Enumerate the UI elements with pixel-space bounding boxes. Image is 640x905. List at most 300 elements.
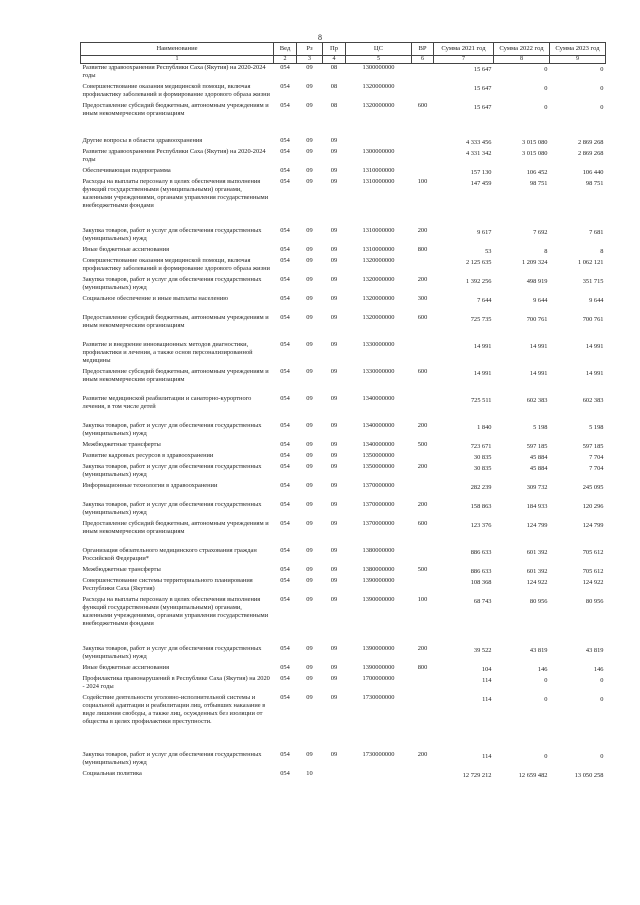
row-sum-2022: 0 [544, 752, 548, 760]
row-ved: 054 [280, 576, 290, 584]
row-sum-2021: 4 333 456 [465, 138, 492, 146]
row-sum-2023: 700 761 [582, 315, 604, 323]
header-row [81, 43, 606, 56]
row-sum-2022: 597 185 [526, 442, 548, 450]
row-rz: 09 [306, 750, 313, 758]
row-pr: 09 [330, 313, 338, 321]
row-cs: 1730000000 [362, 693, 395, 701]
row-ved: 054 [280, 136, 290, 144]
row-sum-2023: 2 869 268 [577, 138, 604, 146]
row-sum-2023: 14 991 [585, 369, 604, 377]
row-pr: 09 [330, 693, 338, 701]
row-ved: 054 [280, 394, 290, 402]
row-sum-2023: 124 922 [582, 578, 604, 586]
row-name: Расходы на выплаты персоналу в целях обеспечения выполнения функций государственными (муниципальными) органами, казенными учреждениями, органами управления государственными внебюджетными фондами [82, 177, 269, 209]
row-ved: 054 [280, 147, 290, 155]
row-ved: 054 [280, 595, 290, 603]
column-number: 6 [412, 55, 434, 63]
row-cs: 1330000000 [362, 340, 395, 348]
table-row [81, 167, 606, 178]
row-sum-2022: 106 452 [526, 168, 548, 176]
table-row [81, 547, 606, 566]
row-pr: 09 [330, 440, 338, 448]
row-pr [323, 770, 346, 781]
row-sum-2023: 7 681 [589, 228, 604, 236]
row-sum-2022: 45 884 [529, 464, 548, 472]
row-rz: 09 [306, 595, 313, 603]
row-sum-2021: 886 633 [470, 567, 492, 575]
row-cs: 1310000000 [362, 166, 395, 174]
row-pr: 09 [330, 367, 338, 375]
table-row [81, 566, 606, 577]
row-sum-2021: 15 647 [473, 65, 492, 73]
row-name: Предоставление субсидий бюджетным, автономным учреждениям и иным некоммерческим организациям [82, 313, 269, 329]
row-sum-2021: 39 522 [473, 646, 492, 654]
header-rz: Рз [297, 43, 323, 56]
header-pr: Пр [323, 43, 346, 56]
row-ved: 054 [280, 451, 290, 459]
row-rz: 09 [306, 294, 313, 302]
row-rz: 09 [306, 674, 313, 682]
row-sum-2023: 8 [600, 247, 604, 255]
row-ved: 054 [280, 644, 290, 652]
row-sum-2021: 147 459 [470, 179, 492, 187]
column-number: 8 [494, 55, 550, 63]
header-sum-2022: Сумма 2022 год [494, 43, 550, 56]
row-sum-2023: 0 [600, 65, 604, 73]
row-ved: 054 [280, 63, 290, 71]
row-sum-2023: 245 095 [582, 483, 604, 491]
row-sum-2021: 14 991 [473, 342, 492, 350]
row-rz: 09 [306, 519, 313, 527]
row-name: Развитие медицинской реабилитации и санаторно-курортного лечения, в том числе детей [82, 394, 252, 410]
row-pr: 09 [330, 340, 338, 348]
table-body [81, 63, 606, 781]
row-sum-2022: 700 761 [526, 315, 548, 323]
row-sum-2023: 7 704 [589, 453, 604, 461]
row-name: Развитие здравоохранения Республики Саха (Якутия) на 2020-2024 годы [82, 63, 266, 79]
row-ved: 054 [280, 663, 290, 671]
table-row [81, 395, 606, 422]
row-vr [412, 137, 434, 148]
row-vr: 200 [417, 226, 428, 234]
row-pr: 09 [330, 500, 338, 508]
row-vr: 200 [417, 275, 428, 283]
row-ved: 054 [280, 245, 290, 253]
row-cs: 1300000000 [362, 63, 395, 71]
row-cs: 1380000000 [362, 546, 395, 554]
header-name: Наименование [81, 43, 274, 56]
row-sum-2022: 8 [544, 247, 548, 255]
table-row [81, 137, 606, 148]
row-vr: 600 [417, 313, 428, 321]
row-sum-2022: 9 644 [533, 296, 548, 304]
row-vr [412, 675, 434, 694]
row-pr: 09 [330, 750, 338, 758]
row-sum-2021: 886 633 [470, 548, 492, 556]
column-number: 7 [434, 55, 494, 63]
row-sum-2023: 705 612 [582, 567, 604, 575]
row-name: Предоставление субсидий бюджетным, автономным учреждениям и иным некоммерческим организациям [82, 101, 269, 117]
row-name: Социальное обеспечение и иные выплаты населению [82, 294, 229, 302]
row-vr [412, 770, 434, 781]
row-sum-2022: 14 991 [529, 342, 548, 350]
row-cs: 1700000000 [362, 674, 395, 682]
row-sum-2021: 68 743 [473, 597, 492, 605]
table-row [81, 501, 606, 520]
row-sum-2023: 1 062 121 [577, 258, 604, 266]
row-name: Профилактика правонарушений в Республике Саха (Якутия) на 2020 - 2024 годы [82, 674, 270, 690]
row-ved: 054 [280, 481, 290, 489]
row-ved: 054 [280, 769, 290, 777]
row-name: Межбюджетные трансферты [82, 440, 161, 448]
row-sum-2023: 0 [600, 84, 604, 92]
row-rz: 09 [306, 500, 313, 508]
row-ved: 054 [280, 275, 290, 283]
row-pr: 09 [330, 519, 338, 527]
row-cs: 1390000000 [362, 644, 395, 652]
row-ved: 054 [280, 519, 290, 527]
row-vr [412, 148, 434, 167]
row-cs: 1380000000 [362, 565, 395, 573]
row-sum-2023: 98 751 [585, 179, 604, 187]
row-sum-2021: 158 863 [470, 502, 492, 510]
table-row [81, 694, 606, 751]
row-pr: 08 [330, 101, 338, 109]
row-cs: 1310000000 [362, 245, 395, 253]
row-pr: 09 [330, 546, 338, 554]
row-sum-2023: 13 050 258 [574, 771, 604, 779]
row-rz: 09 [306, 367, 313, 375]
row-sum-2021: 725 735 [470, 315, 492, 323]
table-row [81, 178, 606, 227]
row-ved: 054 [280, 500, 290, 508]
row-vr [412, 63, 434, 83]
row-sum-2022: 12 659 482 [518, 771, 548, 779]
row-cs: 1370000000 [362, 500, 395, 508]
row-rz: 09 [306, 440, 313, 448]
row-name: Обеспечивающая подпрограмма [82, 166, 171, 174]
table-row [81, 452, 606, 463]
row-ved: 054 [280, 750, 290, 758]
row-rz: 09 [306, 82, 313, 90]
table-row [81, 276, 606, 295]
row-vr: 500 [417, 440, 428, 448]
row-vr: 800 [417, 245, 428, 253]
row-sum-2021: 7 644 [477, 296, 492, 304]
header-ved: Вед [274, 43, 297, 56]
row-pr: 09 [330, 674, 338, 682]
row-sum-2023: 9 644 [589, 296, 604, 304]
column-number-row [81, 55, 606, 63]
row-sum-2022: 5 198 [533, 423, 548, 431]
row-vr [412, 83, 434, 102]
row-ved: 054 [280, 367, 290, 375]
row-rz: 09 [306, 693, 313, 701]
table-row [81, 770, 606, 781]
row-sum-2022: 124 799 [526, 521, 548, 529]
row-pr: 09 [330, 565, 338, 573]
row-rz: 09 [306, 565, 313, 573]
row-pr: 09 [330, 481, 338, 489]
row-rz: 09 [306, 313, 313, 321]
row-pr: 09 [330, 421, 338, 429]
row-rz: 09 [306, 644, 313, 652]
row-sum-2021: 282 239 [470, 483, 492, 491]
row-vr: 200 [417, 750, 428, 758]
row-cs: 1320000000 [362, 101, 395, 109]
row-name: Закупка товаров, работ и услуг для обеспечения государственных (муниципальных) нужд [82, 500, 262, 516]
row-rz: 09 [306, 421, 313, 429]
row-pr: 09 [330, 644, 338, 652]
row-sum-2022: 124 922 [526, 578, 548, 586]
row-sum-2023: 0 [600, 752, 604, 760]
row-sum-2023: 602 383 [582, 396, 604, 404]
row-sum-2023: 0 [600, 676, 604, 684]
row-vr [412, 395, 434, 422]
row-rz: 09 [306, 226, 313, 234]
row-cs: 1310000000 [362, 177, 395, 185]
row-rz: 10 [306, 769, 313, 777]
table-row [81, 148, 606, 167]
table-row [81, 645, 606, 664]
row-vr: 600 [417, 519, 428, 527]
row-name: Совершенствование системы территориального планирования Республики Саха (Якутия) [82, 576, 253, 592]
row-sum-2022: 3 015 080 [521, 138, 548, 146]
row-sum-2022: 602 383 [526, 396, 548, 404]
row-ved: 054 [280, 226, 290, 234]
column-number: 2 [274, 55, 297, 63]
row-cs: 1320000000 [362, 294, 395, 302]
row-sum-2021: 30 835 [473, 453, 492, 461]
header-sum-2023: Сумма 2023 год [550, 43, 606, 56]
row-sum-2021: 12 729 212 [462, 771, 492, 779]
row-rz: 09 [306, 462, 313, 470]
row-vr [412, 577, 434, 596]
table-row [81, 463, 606, 482]
row-cs: 1730000000 [362, 750, 395, 758]
row-sum-2021: 1 840 [477, 423, 492, 431]
row-pr: 09 [330, 394, 338, 402]
row-rz: 09 [306, 663, 313, 671]
row-sum-2023: 7 704 [589, 464, 604, 472]
row-ved: 054 [280, 565, 290, 573]
row-pr: 09 [330, 256, 338, 264]
row-ved: 054 [280, 440, 290, 448]
row-sum-2023: 705 612 [582, 548, 604, 556]
row-rz: 09 [306, 166, 313, 174]
row-vr [412, 482, 434, 501]
row-vr [412, 452, 434, 463]
budget-table [80, 42, 606, 781]
row-ved: 054 [280, 693, 290, 701]
row-cs: 1390000000 [362, 595, 395, 603]
row-cs [346, 770, 412, 781]
table-row [81, 246, 606, 257]
row-pr: 09 [330, 275, 338, 283]
table-row [81, 314, 606, 341]
row-sum-2023: 5 198 [589, 423, 604, 431]
row-sum-2023: 597 185 [582, 442, 604, 450]
table-row [81, 227, 606, 246]
row-vr: 200 [417, 500, 428, 508]
row-name: Социальная политика [82, 769, 142, 777]
row-ved: 054 [280, 82, 290, 90]
row-rz: 09 [306, 63, 313, 71]
row-sum-2021: 108 368 [470, 578, 492, 586]
row-name: Предоставление субсидий бюджетным, автономным учреждениям и иным некоммерческим организациям [82, 519, 269, 535]
row-cs: 1300000000 [362, 147, 395, 155]
row-rz: 09 [306, 136, 313, 144]
row-name: Развитие здравоохранения Республики Саха (Якутия) на 2020-2024 годы [82, 147, 266, 163]
table-row [81, 577, 606, 596]
row-cs: 1340000000 [362, 421, 395, 429]
row-sum-2023: 146 [593, 665, 604, 673]
row-name: Развитие и внедрение инновационных методов диагностики, профилактики и лечения, а также основ персонализированной медицины [82, 340, 253, 364]
row-cs: 1390000000 [362, 576, 395, 584]
row-rz: 09 [306, 275, 313, 283]
row-sum-2021: 123 376 [470, 521, 492, 529]
row-sum-2021: 723 671 [470, 442, 492, 450]
table-row [81, 664, 606, 675]
row-name: Организация обязательного медицинского страхования граждан Российской Федерации* [82, 546, 257, 562]
row-vr [412, 341, 434, 368]
row-name: Межбюджетные трансферты [82, 565, 161, 573]
row-vr: 200 [417, 421, 428, 429]
row-sum-2022: 7 692 [533, 228, 548, 236]
row-vr [412, 257, 434, 276]
row-vr: 200 [417, 644, 428, 652]
row-sum-2021: 4 331 342 [465, 149, 492, 157]
row-rz: 09 [306, 546, 313, 554]
row-sum-2023: 106 440 [582, 168, 604, 176]
row-pr: 09 [330, 177, 338, 185]
row-sum-2022: 45 884 [529, 453, 548, 461]
row-sum-2022: 1 209 324 [521, 258, 548, 266]
row-cs: 1370000000 [362, 519, 395, 527]
row-sum-2022: 146 [537, 665, 548, 673]
row-vr: 800 [417, 663, 428, 671]
header-sum-2021: Сумма 2021 год [434, 43, 494, 56]
row-sum-2022: 80 956 [529, 597, 548, 605]
row-pr: 09 [330, 462, 338, 470]
table-row [81, 257, 606, 276]
row-pr: 09 [330, 147, 338, 155]
row-ved: 054 [280, 462, 290, 470]
row-cs: 1320000000 [362, 275, 395, 283]
row-rz: 09 [306, 340, 313, 348]
row-vr: 100 [417, 595, 428, 603]
table-row [81, 675, 606, 694]
row-vr: 500 [417, 565, 428, 573]
row-sum-2021: 14 991 [473, 369, 492, 377]
row-sum-2022: 0 [544, 84, 548, 92]
row-name: Иные бюджетные ассигнования [82, 663, 170, 671]
row-name: Развитие кадровых ресурсов в здравоохранении [82, 451, 214, 459]
row-name: Закупка товаров, работ и услуг для обеспечения государственных (муниципальных) нужд [82, 750, 262, 766]
row-rz: 09 [306, 147, 313, 155]
row-cs: 1330000000 [362, 367, 395, 375]
row-sum-2022: 3 015 080 [521, 149, 548, 157]
row-name: Закупка товаров, работ и услуг для обеспечения государственных (муниципальных) нужд [82, 226, 262, 242]
row-sum-2022: 601 392 [526, 567, 548, 575]
row-cs: 1390000000 [362, 663, 395, 671]
row-cs: 1310000000 [362, 226, 395, 234]
row-sum-2023: 43 819 [585, 646, 604, 654]
row-sum-2021: 2 125 635 [465, 258, 492, 266]
row-vr [412, 694, 434, 751]
row-sum-2022: 0 [544, 103, 548, 111]
header-vr: ВР [412, 43, 434, 56]
row-name: Закупка товаров, работ и услуг для обеспечения государственных (муниципальных) нужд [82, 644, 262, 660]
row-ved: 054 [280, 177, 290, 185]
row-pr: 08 [330, 63, 338, 71]
row-ved: 054 [280, 340, 290, 348]
column-number: 5 [346, 55, 412, 63]
row-sum-2021: 114 [482, 752, 492, 760]
row-sum-2022: 98 751 [529, 179, 548, 187]
row-pr: 09 [330, 294, 338, 302]
row-cs: 1320000000 [362, 313, 395, 321]
row-cs: 1340000000 [362, 394, 395, 402]
row-sum-2021: 15 647 [473, 84, 492, 92]
row-name: Информационные технологии в здравоохранении [82, 481, 218, 489]
table-row [81, 482, 606, 501]
row-vr: 600 [417, 367, 428, 375]
row-name: Расходы на выплаты персоналу в целях обеспечения выполнения функций государственными (муниципальными) органами, казенными учреждениями, органами управления государственными внебюджетными фондами [82, 595, 269, 627]
row-vr: 100 [417, 177, 428, 185]
row-vr: 600 [417, 101, 428, 109]
table-row [81, 596, 606, 645]
column-number: 3 [297, 55, 323, 63]
row-pr: 08 [330, 82, 338, 90]
row-sum-2022: 601 392 [526, 548, 548, 556]
table-row [81, 63, 606, 83]
row-sum-2022: 0 [544, 695, 548, 703]
row-name: Закупка товаров, работ и услуг для обеспечения государственных (муниципальных) нужд [82, 462, 262, 478]
row-sum-2023: 124 799 [582, 521, 604, 529]
row-sum-2021: 725 511 [470, 396, 492, 404]
row-ved: 054 [280, 256, 290, 264]
row-name: Иные бюджетные ассигнования [82, 245, 170, 253]
row-sum-2023: 351 715 [582, 277, 604, 285]
table-row [81, 520, 606, 547]
table-row [81, 751, 606, 770]
row-sum-2022: 14 991 [529, 369, 548, 377]
row-cs [346, 137, 412, 148]
row-sum-2021: 114 [482, 676, 492, 684]
row-sum-2021: 15 647 [473, 103, 492, 111]
column-number: 1 [81, 55, 274, 63]
row-rz: 09 [306, 256, 313, 264]
row-sum-2022: 184 933 [526, 502, 548, 510]
row-sum-2021: 9 617 [477, 228, 492, 236]
row-sum-2023: 0 [600, 103, 604, 111]
row-name: Закупка товаров, работ и услуг для обеспечения государственных (муниципальных) нужд [82, 421, 262, 437]
row-ved: 054 [280, 166, 290, 174]
row-sum-2021: 114 [482, 695, 492, 703]
row-ved: 054 [280, 101, 290, 109]
row-name: Содействие деятельности уголовно-исполнительной системы и социальной адаптации и реабилитации лиц, отбывших наказание в виде лишения свободы, а также лиц, осужденных без изоляции от общества в целях профилактики преступности. [82, 693, 266, 725]
row-cs: 1350000000 [362, 451, 395, 459]
row-pr: 09 [330, 226, 338, 234]
row-cs: 1370000000 [362, 481, 395, 489]
row-vr [412, 547, 434, 566]
row-pr: 09 [330, 595, 338, 603]
column-number: 4 [323, 55, 346, 63]
table-row [81, 102, 606, 137]
row-pr: 09 [330, 663, 338, 671]
